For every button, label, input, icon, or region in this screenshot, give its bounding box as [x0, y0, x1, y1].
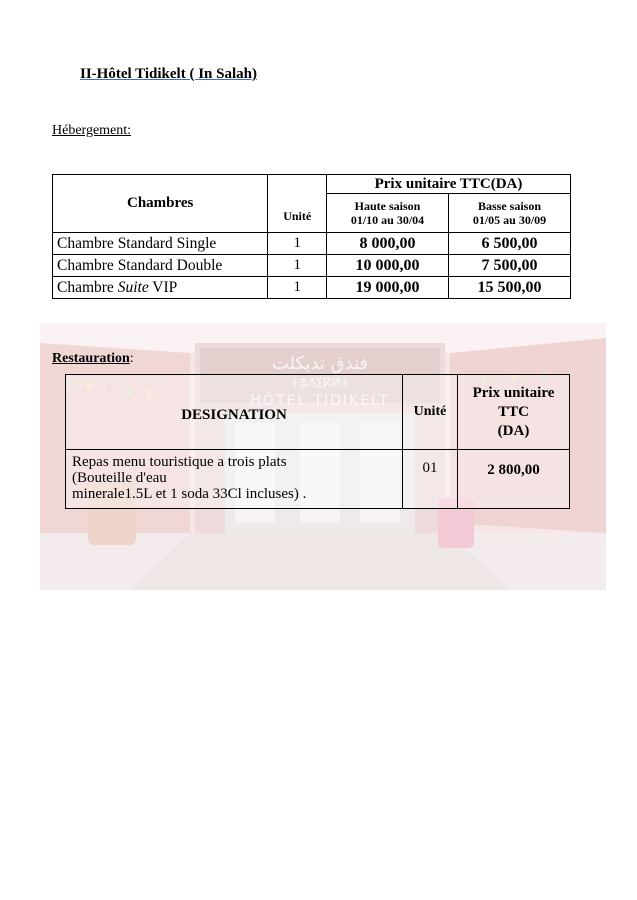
- haute-saison-dates: 01/10 au 30/04: [350, 213, 425, 227]
- room-name: [53, 277, 268, 299]
- header-chambres: Chambres: [53, 175, 268, 233]
- header-prix-unitaire: [458, 375, 570, 450]
- hebergement-heading: Hébergement:: [52, 123, 132, 138]
- header-designation: DESIGNATION: [66, 375, 403, 450]
- meal-line-1: Repas menu touristique a trois plats: [72, 454, 287, 470]
- sign-latin: HÔTEL TIDIKELT: [250, 393, 390, 409]
- meal-price: 2 800,00: [458, 450, 570, 509]
- sign-arabic: فندق تديكلت: [271, 353, 369, 374]
- room-name-suffix: VIP: [148, 278, 178, 296]
- restauration-table: [65, 374, 570, 509]
- room-name-prefix: Chambre: [57, 278, 118, 296]
- header-unite: Unité: [268, 175, 327, 233]
- room-name: Chambre Standard Double: [53, 255, 268, 277]
- header-prix-unitaire: Prix unitaire TTC(DA): [327, 175, 571, 194]
- header-haute-saison: [327, 194, 449, 233]
- room-name: Chambre Standard Single: [53, 233, 268, 255]
- table-row: [53, 277, 571, 299]
- price-basse: 7 500,00: [449, 255, 571, 277]
- meal-unit: 01: [403, 450, 458, 509]
- restauration-heading: [52, 351, 134, 367]
- table-row: [66, 450, 570, 509]
- room-unit: 1: [268, 277, 327, 299]
- prix-line-2: TTC: [498, 403, 529, 420]
- page-title: II-Hôtel Tidikelt ( In Salah): [80, 66, 257, 82]
- meal-line-2: (Bouteille d'eau: [72, 470, 167, 486]
- table-row: [53, 233, 571, 255]
- restauration-heading-text: Restauration: [52, 351, 130, 366]
- price-haute: 10 000,00: [327, 255, 449, 277]
- header-basse-saison: [449, 194, 571, 233]
- table-row: [53, 255, 571, 277]
- meal-line-3: minerale1.5L et 1 soda 33Cl incluses) .: [72, 486, 307, 502]
- price-haute: 8 000,00: [327, 233, 449, 255]
- price-basse: 15 500,00: [449, 277, 571, 299]
- basse-saison-dates: 01/05 au 30/09: [472, 213, 547, 227]
- hebergement-table: [52, 174, 571, 299]
- haute-saison-label: Haute saison: [354, 199, 421, 213]
- prix-line-3: (DA): [497, 422, 530, 439]
- room-name-italic: Suite: [117, 278, 149, 296]
- restauration-heading-colon: :: [129, 351, 134, 366]
- price-basse: 6 500,00: [449, 233, 571, 255]
- price-haute: 19 000,00: [327, 277, 449, 299]
- prix-line-1: Prix unitaire: [472, 384, 555, 401]
- header-unite: Unité: [403, 375, 458, 450]
- basse-saison-label: Basse saison: [477, 199, 542, 213]
- sign-tifinagh: ⵜⴻⴷⵉⴽⵍⵜ: [290, 376, 350, 390]
- meal-designation: [66, 450, 403, 509]
- room-unit: 1: [268, 233, 327, 255]
- room-unit: 1: [268, 255, 327, 277]
